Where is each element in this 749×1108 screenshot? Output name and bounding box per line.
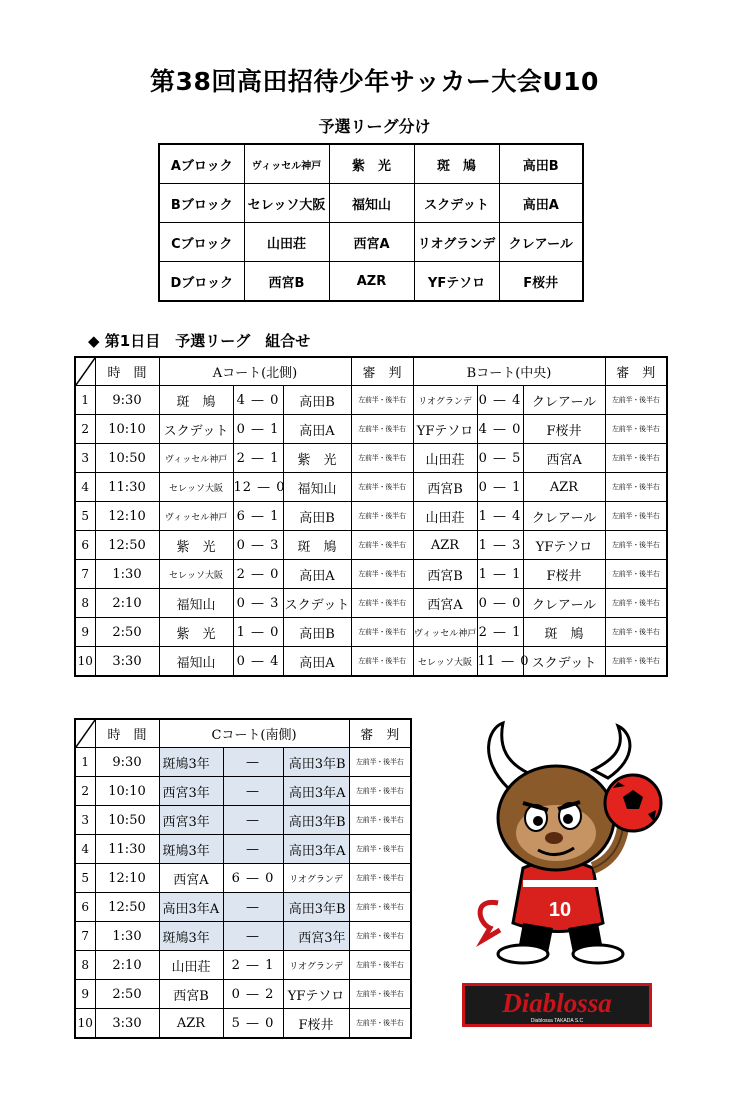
court-c-referee: 左前半・後半右: [349, 806, 411, 835]
court-c-referee: 左前半・後半右: [349, 893, 411, 922]
group-team: YFテソロ: [414, 262, 499, 302]
court-b-score: 1 — 4: [477, 502, 523, 531]
court-a-score: 0 — 3: [233, 589, 283, 618]
court-b-score: 4 — 0: [477, 415, 523, 444]
court-a-home-team: 福知山: [159, 647, 233, 677]
court-a-referee: 左前半・後半右: [351, 386, 413, 415]
match-time: 2:50: [95, 980, 159, 1009]
court-a-away-team: 斑 鳩: [283, 531, 351, 560]
court-c-away-team: YFテソロ: [283, 980, 349, 1009]
header-court-b: Bコート(中央): [413, 357, 605, 386]
court-c-away-team: F桜井: [283, 1009, 349, 1039]
group-row: [159, 144, 583, 184]
group-team: F桜井: [499, 262, 583, 302]
header-court-a: Aコート(北側): [159, 357, 351, 386]
group-table: [158, 143, 584, 302]
group-name: Cブロック: [159, 223, 244, 262]
court-c-referee: 左前半・後半右: [349, 922, 411, 951]
court-a-referee: 左前半・後半右: [351, 560, 413, 589]
match-time: 9:30: [95, 386, 159, 415]
court-c-home-team: 高田3年A: [159, 893, 223, 922]
match-time: 11:30: [95, 835, 159, 864]
court-a-score: 0 — 3: [233, 531, 283, 560]
logo-tagline: Diablossa TAKADA S.C: [530, 1018, 584, 1024]
table-row: [75, 748, 411, 777]
court-c-score: —: [223, 777, 283, 806]
group-subtitle: 予選リーグ分け: [318, 117, 431, 136]
group-team: AZR: [329, 262, 414, 302]
group-team: 西宮B: [244, 262, 329, 302]
court-a-home-team: セレッソ大阪: [159, 473, 233, 502]
court-b-home-team: 西宮B: [413, 473, 477, 502]
group-team: 福知山: [329, 184, 414, 223]
match-number: 8: [75, 951, 95, 980]
court-b-score: 1 — 1: [477, 560, 523, 589]
match-time: 10:10: [95, 777, 159, 806]
table-row: [75, 386, 667, 415]
match-time: 10:50: [95, 444, 159, 473]
table-row: [75, 473, 667, 502]
court-b-referee: 左前半・後半右: [605, 531, 667, 560]
group-team: ヴィッセル神戸: [244, 144, 329, 184]
court-b-score: 11 — 0: [477, 647, 523, 677]
match-time: 12:10: [95, 502, 159, 531]
match-number: 5: [75, 864, 95, 893]
court-c-home-team: 西宮3年: [159, 806, 223, 835]
court-c-score: —: [223, 748, 283, 777]
group-row: [159, 184, 583, 223]
match-time: 2:10: [95, 951, 159, 980]
court-a-home-team: 紫 光: [159, 531, 233, 560]
court-b-home-team: 山田荘: [413, 444, 477, 473]
court-c-away-team: リオグランデ: [283, 864, 349, 893]
club-logo: [462, 983, 652, 1027]
court-b-away-team: クレアール: [523, 589, 605, 618]
court-b-away-team: クレアール: [523, 502, 605, 531]
court-a-home-team: ヴィッセル神戸: [159, 444, 233, 473]
court-a-referee: 左前半・後半右: [351, 531, 413, 560]
court-c-referee: 左前半・後半右: [349, 980, 411, 1009]
court-a-away-team: 高田A: [283, 560, 351, 589]
diagonal-corner: [75, 719, 95, 748]
court-a-referee: 左前半・後半右: [351, 589, 413, 618]
match-number: 9: [75, 618, 95, 647]
table-header-row: [75, 719, 411, 748]
match-time: 2:10: [95, 589, 159, 618]
court-b-away-team: AZR: [523, 473, 605, 502]
table-row: [75, 1009, 411, 1039]
group-team: クレアール: [499, 223, 583, 262]
court-a-home-team: 福知山: [159, 589, 233, 618]
match-time: 2:50: [95, 618, 159, 647]
court-c-home-team: 西宮B: [159, 980, 223, 1009]
court-a-score: 12 — 0: [233, 473, 283, 502]
court-b-home-team: 西宮A: [413, 589, 477, 618]
header-referee-b: 審 判: [605, 357, 667, 386]
court-a-score: 6 — 1: [233, 502, 283, 531]
court-c-score: 5 — 0: [223, 1009, 283, 1039]
header-court-c: Cコート(南側): [159, 719, 349, 748]
court-b-referee: 左前半・後半右: [605, 502, 667, 531]
court-a-referee: 左前半・後半右: [351, 444, 413, 473]
court-c-home-team: AZR: [159, 1009, 223, 1039]
court-c-home-team: 斑鳩3年: [159, 835, 223, 864]
court-b-home-team: 山田荘: [413, 502, 477, 531]
court-b-home-team: 西宮B: [413, 560, 477, 589]
court-c-home-team: 斑鳩3年: [159, 922, 223, 951]
court-c-home-team: 西宮A: [159, 864, 223, 893]
court-b-away-team: 斑 鳩: [523, 618, 605, 647]
court-b-away-team: 西宮A: [523, 444, 605, 473]
court-a-score: 0 — 1: [233, 415, 283, 444]
match-time: 1:30: [95, 922, 159, 951]
group-team: 斑 鳩: [414, 144, 499, 184]
court-b-home-team: AZR: [413, 531, 477, 560]
match-number: 10: [75, 647, 95, 677]
table-row: [75, 618, 667, 647]
court-b-away-team: スクデット: [523, 647, 605, 677]
court-a-score: 1 — 0: [233, 618, 283, 647]
court-a-referee: 左前半・後半右: [351, 618, 413, 647]
match-number: 4: [75, 473, 95, 502]
match-number: 2: [75, 415, 95, 444]
match-number: 6: [75, 531, 95, 560]
court-c-home-team: 斑鳩3年: [159, 748, 223, 777]
table-row: [75, 777, 411, 806]
match-number: 5: [75, 502, 95, 531]
court-a-home-team: スクデット: [159, 415, 233, 444]
group-team: リオグランデ: [414, 223, 499, 262]
group-row: [159, 223, 583, 262]
match-number: 8: [75, 589, 95, 618]
court-a-referee: 左前半・後半右: [351, 647, 413, 677]
court-c-referee: 左前半・後半右: [349, 835, 411, 864]
table-row: [75, 647, 667, 677]
group-team: 紫 光: [329, 144, 414, 184]
court-b-score: 0 — 5: [477, 444, 523, 473]
court-c-away-team: 高田3年A: [283, 835, 349, 864]
group-team: 西宮A: [329, 223, 414, 262]
court-a-away-team: 高田B: [283, 618, 351, 647]
group-team: セレッソ大阪: [244, 184, 329, 223]
table-header-row: [75, 357, 667, 386]
group-name: Aブロック: [159, 144, 244, 184]
court-c-score: —: [223, 835, 283, 864]
page-title: 第38回高田招待少年サッカー大会U10: [150, 67, 599, 96]
table-row: [75, 835, 411, 864]
match-number: 7: [75, 560, 95, 589]
court-a-referee: 左前半・後半右: [351, 502, 413, 531]
match-time: 1:30: [95, 560, 159, 589]
court-b-referee: 左前半・後半右: [605, 415, 667, 444]
group-team: 山田荘: [244, 223, 329, 262]
court-b-score: 0 — 0: [477, 589, 523, 618]
table-row: [75, 444, 667, 473]
court-c-home-team: 西宮3年: [159, 777, 223, 806]
court-b-referee: 左前半・後半右: [605, 560, 667, 589]
court-b-referee: 左前半・後半右: [605, 386, 667, 415]
table-row: [75, 531, 667, 560]
court-c-away-team: 高田3年B: [283, 806, 349, 835]
table-row: [75, 893, 411, 922]
court-c-away-team: 西宮3年: [283, 922, 349, 951]
court-c-score: —: [223, 893, 283, 922]
court-c-score: —: [223, 806, 283, 835]
court-b-home-team: ヴィッセル神戸: [413, 618, 477, 647]
court-c-away-team: リオグランデ: [283, 951, 349, 980]
table-row: [75, 560, 667, 589]
match-time: 10:10: [95, 415, 159, 444]
group-team: スクデット: [414, 184, 499, 223]
court-b-home-team: YFテソロ: [413, 415, 477, 444]
schedule-table-ab: [74, 356, 668, 677]
court-a-home-team: 紫 光: [159, 618, 233, 647]
court-a-away-team: スクデット: [283, 589, 351, 618]
table-row: [75, 589, 667, 618]
header-referee: 審 判: [349, 719, 411, 748]
court-c-home-team: 山田荘: [159, 951, 223, 980]
court-c-referee: 左前半・後半右: [349, 951, 411, 980]
match-number: 10: [75, 1009, 95, 1039]
court-c-referee: 左前半・後半右: [349, 1009, 411, 1039]
match-time: 3:30: [95, 1009, 159, 1039]
court-c-score: —: [223, 922, 283, 951]
jersey-number: 10: [548, 899, 572, 921]
header-time: 時 間: [95, 719, 159, 748]
court-b-away-team: クレアール: [523, 386, 605, 415]
court-c-away-team: 高田3年B: [283, 748, 349, 777]
group-name: Bブロック: [159, 184, 244, 223]
court-a-home-team: 斑 鳩: [159, 386, 233, 415]
table-row: [75, 502, 667, 531]
court-b-score: 2 — 1: [477, 618, 523, 647]
table-row: [75, 951, 411, 980]
group-row: [159, 262, 583, 302]
court-b-home-team: リオグランデ: [413, 386, 477, 415]
match-number: 2: [75, 777, 95, 806]
match-number: 3: [75, 444, 95, 473]
group-team: 高田B: [499, 144, 583, 184]
court-b-score: 1 — 3: [477, 531, 523, 560]
court-b-referee: 左前半・後半右: [605, 444, 667, 473]
court-a-score: 4 — 0: [233, 386, 283, 415]
match-number: 3: [75, 806, 95, 835]
court-a-home-team: セレッソ大阪: [159, 560, 233, 589]
match-number: 9: [75, 980, 95, 1009]
table-row: [75, 415, 667, 444]
court-b-referee: 左前半・後半右: [605, 647, 667, 677]
match-time: 11:30: [95, 473, 159, 502]
court-b-score: 0 — 1: [477, 473, 523, 502]
court-a-home-team: ヴィッセル神戸: [159, 502, 233, 531]
court-b-referee: 左前半・後半右: [605, 589, 667, 618]
match-time: 9:30: [95, 748, 159, 777]
section-heading: ◆ 第1日目 予選リーグ 組合せ: [88, 332, 311, 350]
table-row: [75, 980, 411, 1009]
header-time: 時 間: [95, 357, 159, 386]
court-a-referee: 左前半・後半右: [351, 415, 413, 444]
match-number: 1: [75, 748, 95, 777]
match-number: 7: [75, 922, 95, 951]
diagonal-corner: [75, 357, 95, 386]
header-referee-a: 審 判: [351, 357, 413, 386]
match-time: 3:30: [95, 647, 159, 677]
court-a-away-team: 紫 光: [283, 444, 351, 473]
match-number: 6: [75, 893, 95, 922]
court-b-away-team: YFテソロ: [523, 531, 605, 560]
court-a-away-team: 福知山: [283, 473, 351, 502]
schedule-table-c: [74, 718, 412, 1039]
court-b-home-team: セレッソ大阪: [413, 647, 477, 677]
group-team: 高田A: [499, 184, 583, 223]
court-a-away-team: 高田A: [283, 415, 351, 444]
court-c-score: 2 — 1: [223, 951, 283, 980]
court-a-away-team: 高田B: [283, 386, 351, 415]
table-row: [75, 864, 411, 893]
court-a-score: 2 — 1: [233, 444, 283, 473]
court-c-score: 0 — 2: [223, 980, 283, 1009]
court-c-referee: 左前半・後半右: [349, 748, 411, 777]
court-c-away-team: 高田3年A: [283, 777, 349, 806]
match-number: 1: [75, 386, 95, 415]
logo-wordmark: Diablossa: [502, 988, 612, 1018]
table-row: [75, 922, 411, 951]
court-c-referee: 左前半・後半右: [349, 777, 411, 806]
court-a-away-team: 高田B: [283, 502, 351, 531]
court-c-referee: 左前半・後半右: [349, 864, 411, 893]
court-c-score: 6 — 0: [223, 864, 283, 893]
court-a-score: 0 — 4: [233, 647, 283, 677]
court-b-away-team: F桜井: [523, 415, 605, 444]
group-name: Dブロック: [159, 262, 244, 302]
court-b-referee: 左前半・後半右: [605, 618, 667, 647]
court-b-away-team: F桜井: [523, 560, 605, 589]
match-number: 4: [75, 835, 95, 864]
match-time: 12:10: [95, 864, 159, 893]
match-time: 12:50: [95, 893, 159, 922]
court-a-away-team: 高田A: [283, 647, 351, 677]
court-a-score: 2 — 0: [233, 560, 283, 589]
court-b-referee: 左前半・後半右: [605, 473, 667, 502]
mascot-image: [468, 718, 668, 968]
table-row: [75, 806, 411, 835]
court-c-away-team: 高田3年B: [283, 893, 349, 922]
match-time: 12:50: [95, 531, 159, 560]
court-b-score: 0 — 4: [477, 386, 523, 415]
court-a-referee: 左前半・後半右: [351, 473, 413, 502]
match-time: 10:50: [95, 806, 159, 835]
